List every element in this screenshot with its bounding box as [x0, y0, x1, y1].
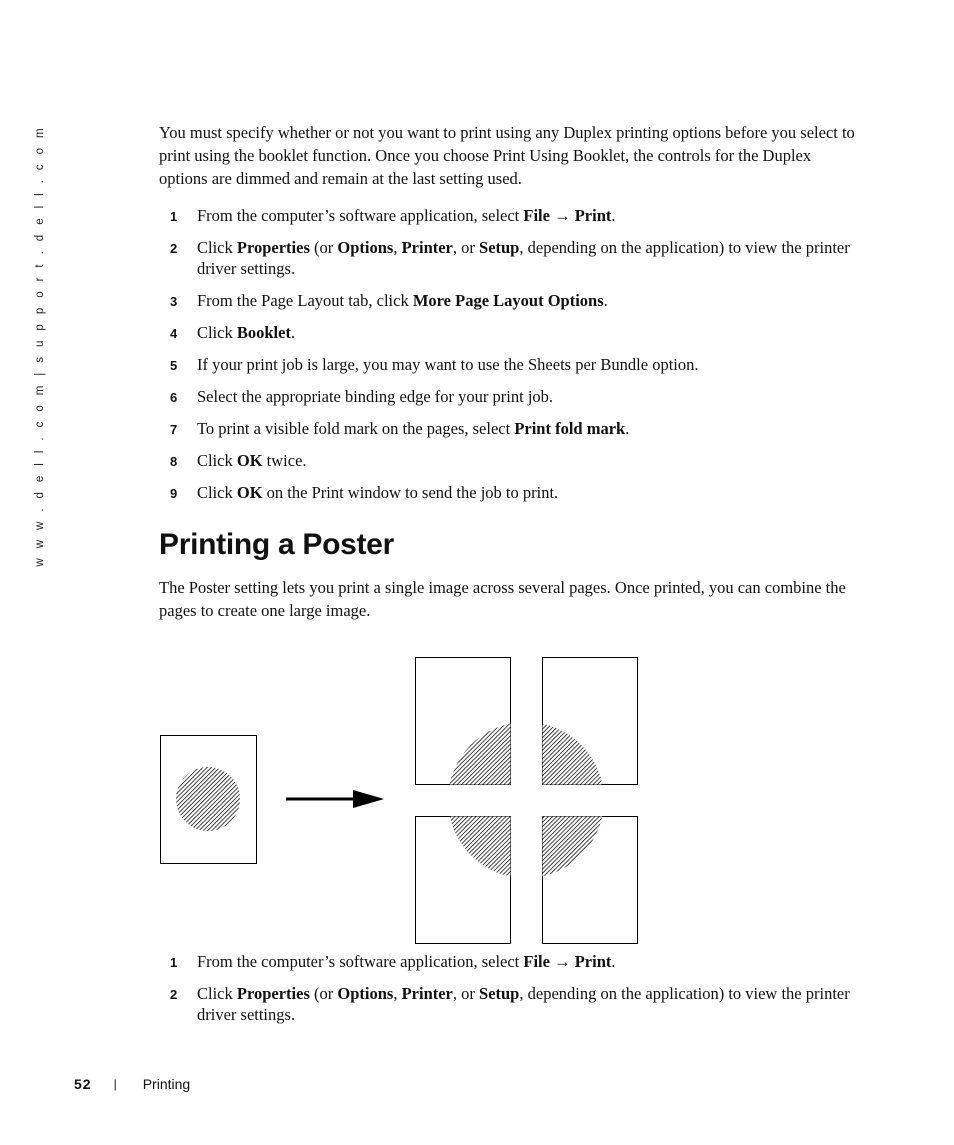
list-item [159, 354, 859, 375]
step-text: Click [197, 238, 237, 257]
original-page [161, 736, 257, 864]
ui-term: File [523, 206, 550, 225]
step-text: on the Print window to send the job to print. [262, 483, 559, 502]
ui-term: Options [337, 984, 394, 1003]
list-item [159, 983, 859, 1025]
ui-term: Printer [401, 984, 453, 1003]
ui-term: Properties [236, 238, 310, 257]
ui-term: More Page Layout Options [412, 291, 604, 310]
list-item [159, 418, 859, 439]
step-number: 9 [170, 486, 178, 501]
step-text: Click [197, 451, 237, 470]
list-item [159, 290, 859, 311]
ui-term: Print fold mark [514, 419, 626, 438]
ui-term: File [523, 952, 550, 971]
step-text: , depending on the application) to view the printer driver settings. [197, 238, 850, 278]
step-number: 2 [170, 987, 178, 1002]
step-text: , depending on the application) to view the printer driver settings. [197, 984, 850, 1024]
step-text: , [393, 238, 402, 257]
ui-term: Print [574, 952, 612, 971]
arrow-icon [286, 790, 384, 808]
step-text: . [603, 291, 608, 310]
step-text: To print a visible fold mark on the pages, select [197, 419, 515, 438]
step-number: 2 [170, 241, 178, 256]
step-number: 5 [170, 358, 178, 373]
list-item [159, 386, 859, 407]
step-number: 1 [170, 209, 178, 224]
step-text: , or [452, 238, 480, 257]
step-text: (or [309, 238, 338, 257]
step-text: twice. [262, 451, 307, 470]
step-number: 8 [170, 454, 178, 469]
step-text: . [611, 952, 616, 971]
ui-term: OK [236, 451, 263, 470]
step-number: 7 [170, 422, 178, 437]
ui-term: Printer [401, 238, 453, 257]
poster-intro-paragraph: The Poster setting lets you print a single image across several pages. Once printed, you can combine the pages to create one large image. [159, 578, 846, 620]
list-item [159, 322, 859, 343]
step-text: . [611, 206, 616, 225]
footer-separator: | [113, 1077, 117, 1091]
poster-illustration [150, 650, 650, 950]
booklet-intro-paragraph: You must specify whether or not you want to print using any Duplex printing options before you select to print using the booklet function. Once you choose Print Using Booklet, the controls for the Duplex options are dimmed and remain at the last setting used. [159, 123, 855, 188]
step-text: From the computer’s software application, select [197, 206, 524, 225]
list-item [159, 450, 859, 471]
ui-term: Setup [479, 238, 520, 257]
step-text: Click [197, 323, 237, 342]
list-item [159, 482, 859, 503]
step-text: Click [197, 984, 237, 1003]
list-item [159, 237, 859, 279]
page-heading: Printing a Poster [159, 528, 394, 561]
step-text: If your print job is large, you may want to use the Sheets per Bundle option. [197, 355, 699, 374]
step-number: 1 [170, 955, 178, 970]
ui-term: Setup [479, 984, 520, 1003]
footer-section-title: Printing [142, 1076, 191, 1092]
step-text: (or [309, 984, 338, 1003]
ui-term: Properties [236, 984, 310, 1003]
list-item [159, 205, 859, 226]
step-text: , or [452, 984, 480, 1003]
ui-term: OK [236, 483, 263, 502]
ui-term: Options [337, 238, 394, 257]
step-number: 3 [170, 294, 178, 309]
poster-steps-list [159, 951, 859, 1036]
step-text: , [393, 984, 402, 1003]
ui-term: Print [574, 206, 612, 225]
ui-term: Booklet [236, 323, 291, 342]
step-text: Click [197, 483, 237, 502]
list-item [159, 951, 859, 972]
page-footer [74, 1076, 190, 1092]
side-url: w w w . d e l l . c o m | s u p p o r t . d e l l . c o m [34, 125, 46, 567]
step-text: From the computer’s software application, select [197, 952, 524, 971]
booklet-steps-list [159, 205, 859, 514]
step-number: 6 [170, 390, 178, 405]
step-number: 4 [170, 326, 178, 341]
step-text: Select the appropriate binding edge for your print job. [197, 387, 554, 406]
step-text: → [549, 952, 575, 971]
page-number: 52 [74, 1076, 92, 1092]
step-text: → [549, 206, 575, 225]
step-text: . [290, 323, 296, 342]
step-text: . [625, 419, 630, 438]
step-text: From the Page Layout tab, click [197, 291, 413, 310]
